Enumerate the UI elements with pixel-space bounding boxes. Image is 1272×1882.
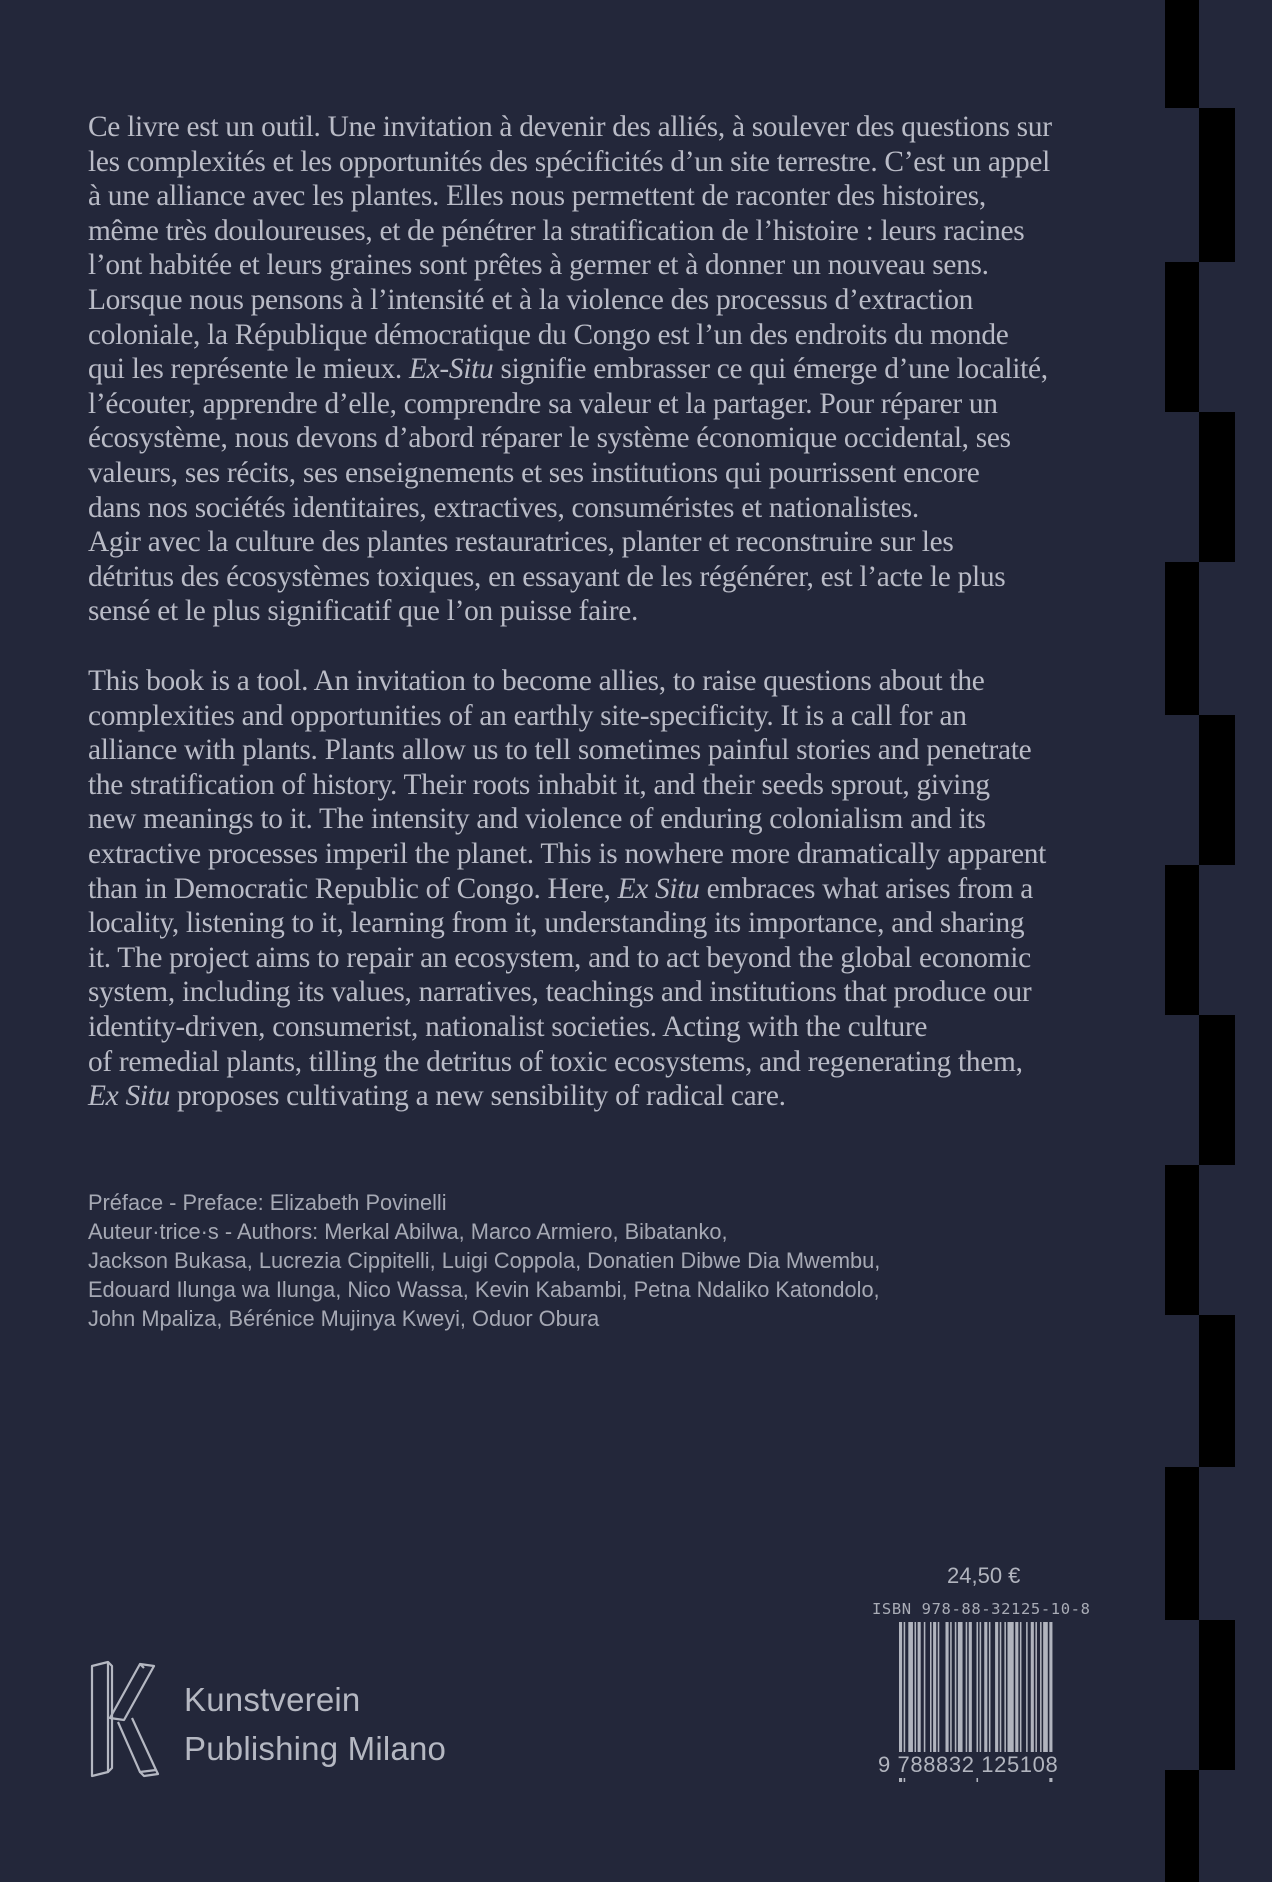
en-line: the stratification of history. Their roots inhabit it, and their seeds sprout, giving — [88, 768, 990, 801]
barcode-bar — [980, 1622, 982, 1764]
barcode-bar — [908, 1622, 913, 1764]
barcode-bar — [918, 1622, 921, 1764]
barcode-bar — [933, 1622, 936, 1764]
authors-credit: Edouard Ilunga wa Ilunga, Nico Wassa, Kevin Kabambi, Petna Ndaliko Katondolo, — [88, 1277, 880, 1302]
barcode-bar — [1000, 1622, 1002, 1764]
barcode-bar — [1008, 1622, 1014, 1764]
publisher-name — [184, 1675, 446, 1773]
fr-line: à une alliance avec les plantes. Elles nous permettent de raconter des histoires, — [88, 180, 986, 213]
en-line: new meanings to it. The intensity and violence of enduring colonialism and its — [88, 803, 986, 836]
authors-credit: Auteur·trice·s - Authors: Merkal Abilwa, Marco Armiero, Bibatanko, — [88, 1219, 728, 1244]
en-line: it. The project aims to repair an ecosystem, and to act beyond the global economic — [88, 941, 1031, 974]
spine-block — [1165, 1165, 1199, 1315]
fr-line: qui les représente le mieux. Ex-Situ signifie embrasser ce qui émerge d’une localité, — [88, 353, 1048, 386]
fr-line: l’écouter, apprendre d’elle, comprendre sa valeur et la partager. Pour réparer un — [88, 387, 998, 420]
barcode-bar — [966, 1622, 968, 1764]
spine-block — [1165, 562, 1199, 715]
barcode-bar — [989, 1622, 991, 1764]
fr-line: coloniale, la République démocratique du Congo est l’un des endroits du monde — [88, 318, 1009, 351]
barcode-bar — [1004, 1622, 1006, 1764]
fr-line: sensé et le plus significatif que l’on puisse faire. — [88, 595, 639, 628]
en-line: complexities and opportunities of an earthly site-specificity. It is a call for an — [88, 699, 967, 732]
barcode-bar — [1031, 1622, 1034, 1764]
preface-credit: Préface - Preface: Elizabeth Povinelli — [88, 1190, 447, 1215]
barcode-bar — [1015, 1622, 1018, 1764]
barcode-bar — [1035, 1622, 1037, 1764]
fr-line: les complexités et les opportunités des spécificités d’un site terrestre. C’est un appel — [88, 145, 1050, 178]
ex-situ-title: Ex Situ — [88, 1080, 170, 1113]
spine-block — [1165, 1467, 1199, 1620]
spine-block — [1165, 262, 1199, 412]
fr-line: même très douloureuses, et de pénétrer la stratification de l’histoire : leurs racines — [88, 214, 1025, 247]
ex-situ-title: Ex Situ — [617, 872, 700, 905]
barcode-bar — [930, 1622, 932, 1764]
en-line: identity-driven, consumerist, nationalist societies. Acting with the culture — [88, 1010, 928, 1043]
isbn: ISBN 978-88-32125-10-8 — [872, 1600, 1091, 1618]
barcode-bar — [924, 1622, 926, 1764]
spine-block — [1199, 1015, 1235, 1165]
barcode-bar — [955, 1622, 957, 1764]
barcode-bar — [946, 1622, 949, 1764]
fr-line: l’ont habitée et leurs graines sont prêtes à germer et à donner un nouveau sens. — [88, 249, 989, 282]
spine-block — [1199, 412, 1235, 562]
fr-line: détritus des écosystèmes toxiques, en essayant de les régénérer, est l’acte le plus — [88, 560, 1006, 593]
publisher-line: Publishing Milano — [184, 1730, 447, 1767]
en-line: than in Democratic Republic of Congo. Here, Ex Situ embraces what arises from a — [88, 872, 1034, 905]
ex-situ-title: Ex-Situ — [409, 353, 494, 386]
barcode-bar — [1020, 1622, 1022, 1764]
fr-line: écosystème, nous devons d’abord réparer le système économique occidental, ses — [88, 422, 1011, 455]
barcode-number: 9 788832 125108 — [878, 1752, 1059, 1777]
price: 24,50 € — [947, 1563, 1021, 1588]
barcode-bar — [1026, 1622, 1028, 1764]
barcode-bar — [915, 1622, 917, 1764]
en-line: Ex Situ proposes cultivating a new sensibility of radical care. — [88, 1080, 786, 1113]
barcode-bar — [950, 1622, 952, 1764]
spine-block — [1165, 865, 1199, 1015]
authors-credit: Jackson Bukasa, Lucrezia Cippitelli, Luigi Coppola, Donatien Dibwe Dia Mwembu, — [88, 1248, 881, 1273]
fr-line: Lorsque nous pensons à l’intensité et à la violence des processus d’extraction — [88, 283, 973, 316]
fr-line: valeurs, ses récits, ses enseignements et ses institutions qui pourrissent encore — [88, 456, 980, 489]
checker-spine — [1165, 0, 1272, 1882]
en-line: alliance with plants. Plants allow us to tell sometimes painful stories and penetrate — [88, 734, 1032, 767]
spine-block — [1165, 1770, 1199, 1882]
fr-line: dans nos sociétés identitaires, extractives, consuméristes et nationalistes. — [88, 491, 919, 524]
english-blurb — [88, 664, 1118, 1114]
k-logo-icon — [88, 1660, 160, 1778]
en-line: extractive processes imperil the planet. This is nowhere more dramatically apparent — [88, 837, 1046, 870]
authors-credit: John Mpaliza, Bérénice Mujinya Kweyi, Oduor Obura — [88, 1306, 600, 1331]
barcode-bar — [1043, 1622, 1048, 1764]
spine-block — [1199, 1315, 1235, 1467]
barcode-bar — [1040, 1622, 1042, 1764]
en-line: This book is a tool. An invitation to become allies, to raise questions about the — [88, 665, 985, 697]
en-line: of remedial plants, tilling the detritus of toxic ecosystems, and regenerating them, — [88, 1045, 1023, 1078]
spine-block — [1165, 0, 1199, 108]
barcode-bar — [958, 1622, 963, 1764]
fr-line: Agir avec la culture des plantes restauratrices, planter et reconstruire sur les — [88, 526, 954, 559]
fr-line: Ce livre est un outil. Une invitation à devenir des alliés, à soulever des questions sur — [88, 111, 1052, 143]
spine-block — [1199, 108, 1235, 262]
credits — [88, 1188, 1088, 1333]
barcode-bar — [984, 1622, 987, 1764]
en-line: system, including its values, narratives, teachings and institutions that produce our — [88, 976, 1032, 1009]
french-blurb — [88, 110, 1118, 629]
spine-block — [1199, 1620, 1235, 1770]
spine-block — [1199, 715, 1235, 865]
barcode-bar — [995, 1622, 998, 1764]
en-line: locality, listening to it, learning from it, understanding its importance, and sharing — [88, 907, 1025, 940]
barcode-bar — [938, 1622, 940, 1764]
publisher-line: Kunstverein — [184, 1681, 361, 1718]
barcode-bar — [969, 1622, 972, 1764]
